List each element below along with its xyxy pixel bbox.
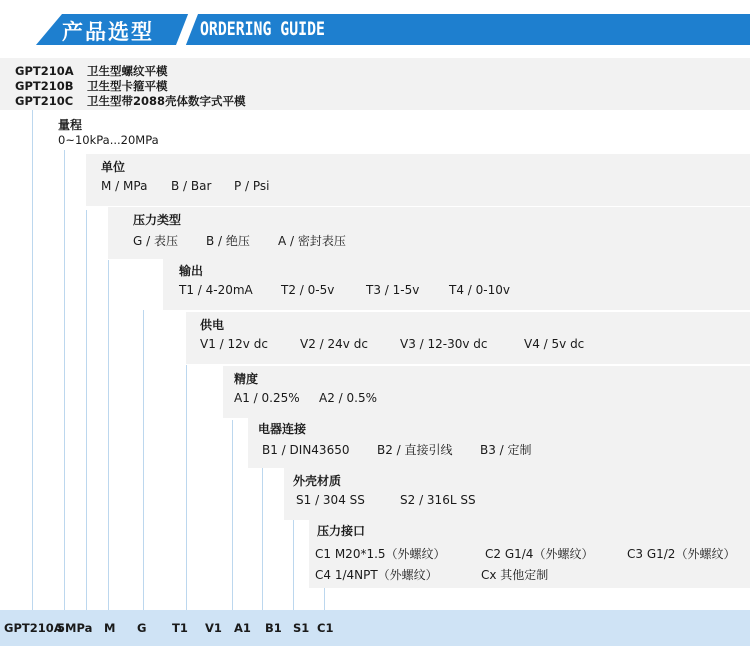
level-options: [234, 391, 377, 405]
option-item: A2 / 0.5%: [319, 391, 378, 405]
connector-line: [143, 310, 144, 610]
level-options: [262, 441, 532, 458]
option-item: C1 M20*1.5（外螺纹）: [315, 547, 446, 561]
banner-wedge-left: [0, 14, 62, 45]
level-label: 量程: [58, 118, 83, 132]
example-range: 5MPa: [57, 621, 93, 635]
level-options: [179, 283, 510, 297]
level-options: [200, 337, 584, 351]
connector-line: [186, 365, 187, 610]
level-power: [186, 312, 750, 364]
model-desc: 卫生型带2088壳体数字式平模: [87, 94, 246, 108]
level-output: [163, 258, 750, 310]
level-label: 外壳材质: [293, 474, 342, 488]
option-item: T1 / 4-20mA: [179, 283, 253, 297]
option-item: G / 表压: [133, 234, 178, 248]
example-accuracy: A1: [234, 621, 251, 635]
example-port: C1: [317, 621, 334, 635]
option-item: V1 / 12v dc: [200, 337, 268, 351]
option-item: A / 密封表压: [278, 234, 346, 248]
level-pressure-type: [108, 207, 750, 259]
model-desc: 卫生型螺纹平模: [87, 64, 168, 78]
level-label: 单位: [101, 160, 126, 174]
example-connection: B1: [265, 621, 282, 635]
level-housing: [284, 468, 750, 520]
level-unit: [86, 154, 750, 206]
level-options: [315, 545, 735, 562]
option-item: B / 绝压: [206, 234, 250, 248]
example-code-bar: [0, 610, 750, 646]
option-item: B3 / 定制: [480, 443, 532, 457]
model-list: [0, 58, 750, 110]
level-connection: [248, 416, 750, 468]
option-item: Cx 其他定制: [481, 568, 549, 582]
option-item: B / Bar: [171, 179, 212, 193]
level-label: 压力接口: [317, 524, 366, 538]
example-model: GPT210A: [4, 621, 63, 635]
option-item: V4 / 5v dc: [524, 337, 585, 351]
option-item: V2 / 24v dc: [300, 337, 368, 351]
level-options: [315, 566, 548, 583]
model-desc: 卫生型卡箍平模: [87, 79, 168, 93]
model-code: GPT210B: [15, 79, 74, 93]
option-item: V3 / 12-30v dc: [400, 337, 488, 351]
option-item: C4 1/4NPT（外螺纹）: [315, 568, 438, 582]
level-accuracy: [223, 366, 750, 418]
level-label: 压力类型: [133, 213, 182, 227]
banner-wedge-middle: [176, 14, 198, 45]
level-port: [309, 518, 750, 588]
level-label: 精度: [234, 372, 259, 386]
connector-line: [293, 515, 294, 610]
model-code: GPT210C: [15, 94, 74, 108]
option-item: T4 / 0-10v: [449, 283, 510, 297]
option-item: S2 / 316L SS: [400, 493, 476, 507]
example-pressure-type: G: [137, 621, 147, 635]
level-options: [296, 493, 476, 507]
model-row: [15, 93, 246, 109]
option-item: P / Psi: [234, 179, 270, 193]
option-item: S1 / 304 SS: [296, 493, 365, 507]
connector-line: [262, 465, 263, 610]
connector-line: [108, 260, 109, 610]
option-item: C3 G1/2（外螺纹）: [627, 547, 736, 561]
connector-line: [32, 110, 33, 610]
range-value: 0~10kPa...20MPa: [58, 133, 159, 147]
connector-line: [86, 210, 87, 610]
section-header-banner: [0, 14, 750, 45]
level-range: [40, 112, 750, 152]
level-options: [101, 179, 270, 193]
example-housing: S1: [293, 621, 310, 635]
option-item: B2 / 直接引线: [377, 443, 453, 457]
option-item: C2 G1/4（外螺纹）: [485, 547, 594, 561]
option-item: A1 / 0.25%: [234, 391, 300, 405]
level-options: [133, 232, 346, 249]
model-code: GPT210A: [15, 64, 74, 78]
option-item: T3 / 1-5v: [366, 283, 420, 297]
connector-line: [64, 150, 65, 610]
connector-line: [232, 420, 233, 610]
option-item: M / MPa: [101, 179, 148, 193]
section-title-cn: 产品选型: [62, 20, 154, 44]
option-item: T2 / 0-5v: [281, 283, 335, 297]
example-unit: M: [104, 621, 116, 635]
model-row: [15, 78, 168, 94]
option-item: B1 / DIN43650: [262, 443, 350, 457]
example-power: V1: [205, 621, 222, 635]
level-label: 电器连接: [258, 422, 307, 436]
model-row: [15, 63, 168, 79]
level-label: 输出: [179, 264, 204, 278]
level-label: 供电: [200, 318, 225, 332]
section-title-en: ORDERING GUIDE: [200, 18, 325, 40]
example-output: T1: [172, 621, 188, 635]
